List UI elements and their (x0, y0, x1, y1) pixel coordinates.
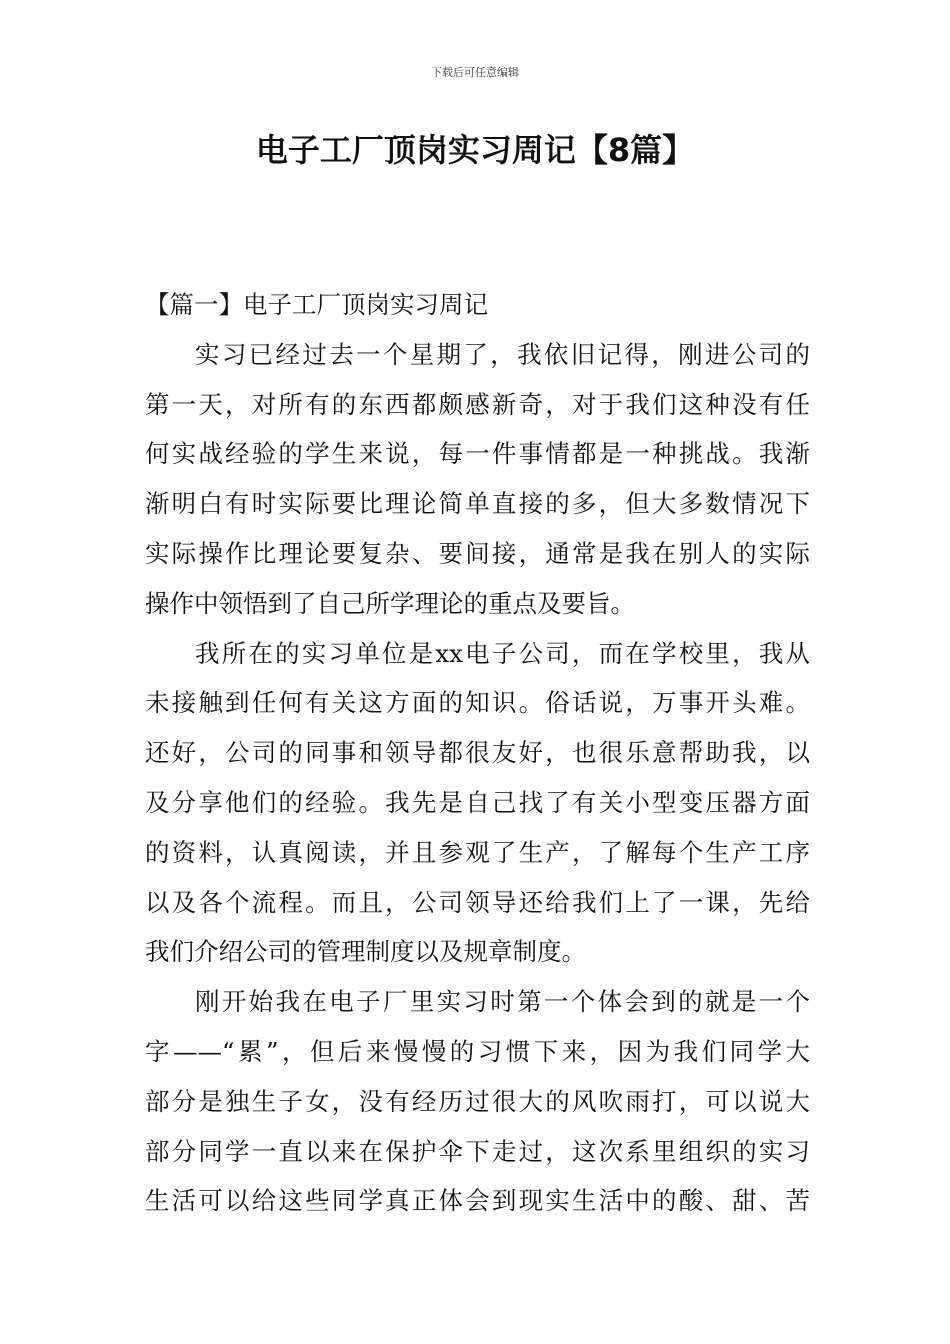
paragraph-line: 实习已经过去一个星期了，我依旧记得，刚进公司的 (195, 339, 810, 369)
paragraph-line: 我们介绍公司的管理制度以及规章制度。 (145, 937, 586, 967)
paragraph-line: 实际操作比理论要复杂、要间接，通常是我在别人的实际 (145, 538, 810, 568)
paragraph-line: 及分享他们的经验。我先是自己找了有关小型变压器方面 (145, 787, 810, 817)
paragraph-3 (145, 977, 810, 1226)
paragraph-line: 字——“累”，但后来慢慢的习惯下来，因为我们同学大 (145, 1036, 810, 1066)
paragraph-line: 操作中领悟到了自己所学理论的重点及要旨。 (145, 588, 635, 618)
paragraph-1 (145, 330, 810, 629)
paragraph-line: 未接触到任何有关这方面的知识。俗话说，万事开头难。 (145, 688, 810, 718)
paragraph-line: 我所在的实习单位是xx电子公司，而在学校里，我从 (195, 638, 810, 668)
paragraph-line: 第一天，对所有的东西都颇感新奇，对于我们这种没有任 (145, 389, 810, 419)
paragraph-2 (145, 629, 810, 978)
paragraph-line: 部分是独生子女，没有经历过很大的风吹雨打，可以说大 (145, 1086, 810, 1116)
paragraph-line: 的资料，认真阅读，并且参观了生产，了解每个生产工序 (145, 837, 810, 867)
paragraph-line: 生活可以给这些同学真正体会到现实生活中的酸、甜、苦 (145, 1186, 810, 1216)
paragraph-line: 渐明白有时实际要比理论简单直接的多，但大多数情况下 (145, 489, 810, 519)
paragraph-line: 以及各个流程。而且，公司领导还给我们上了一课，先给 (145, 887, 810, 917)
paragraph-line: 刚开始我在电子厂里实习时第一个体会到的就是一个 (195, 987, 810, 1017)
paragraph-line: 何实战经验的学生来说，每一件事情都是一种挑战。我渐 (145, 439, 810, 469)
document-body (145, 280, 810, 1226)
section-heading: 【篇一】电子工厂顶岗实习周记 (145, 290, 488, 319)
page-header: 下载后可任意编辑 (431, 66, 519, 79)
document-title: 电子工厂顶岗实习周记【8篇】 (255, 131, 695, 169)
paragraph-line: 还好，公司的同事和领导都很友好，也很乐意帮助我，以 (145, 738, 810, 768)
paragraph-line: 部分同学一直以来在保护伞下走过，这次系里组织的实习 (145, 1136, 810, 1166)
